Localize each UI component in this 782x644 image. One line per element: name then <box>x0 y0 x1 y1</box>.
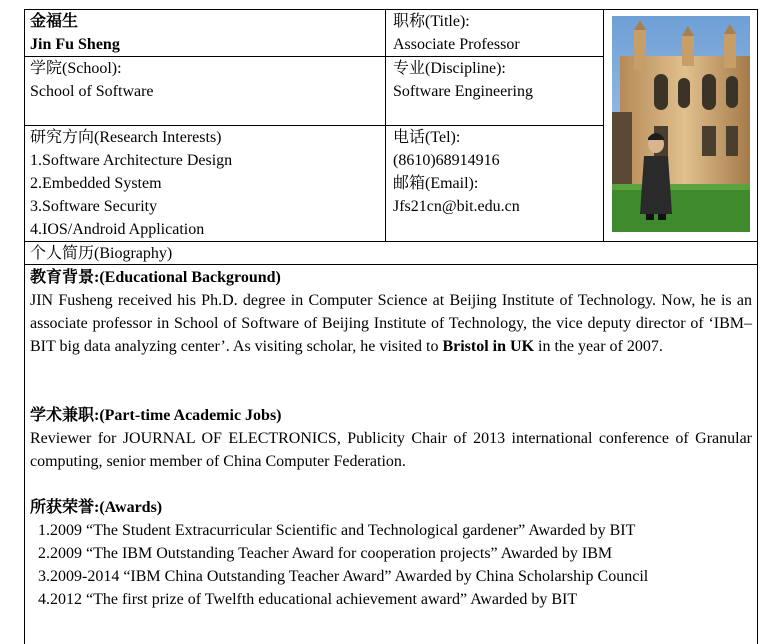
tel-value: (8610)68914916 <box>393 152 500 169</box>
research-item: 3.Software Security <box>30 198 158 215</box>
research-item: 2.Embedded System <box>30 175 162 192</box>
school-value: School of Software <box>30 83 154 100</box>
award-item: 4.2012 “The first prize of Twelfth educational achievement award” Awarded by BIT <box>38 591 578 608</box>
table-border-left <box>24 9 25 644</box>
awards-heading: 所获荣誉:(Awards) <box>30 499 163 516</box>
email-value: Jfs21cn@bit.edu.cn <box>393 198 520 215</box>
discipline-value: Software Engineering <box>393 83 533 100</box>
research-item: 4.IOS/Android Application <box>30 221 205 238</box>
title-label: 职称(Title): <box>393 13 470 30</box>
biography-label: 个人简历(Biography) <box>30 245 173 262</box>
education-text: JIN Fusheng received his Ph.D. degree in Computer Science at Beijing Institute of Technology. Now, he is an associate professor in School of Software of Beijing Institute of Technology, the vice deputy director of ‘IBM–BIT big data analyzing center’. As visiting scholar, he visited to Bristol in UK in the year of 2007. <box>30 292 752 355</box>
tel-label: 电话(Tel): <box>393 129 461 146</box>
jobs-heading: 学术兼职:(Part-time Academic Jobs) <box>30 407 282 424</box>
award-item: 1.2009 “The Student Extracurricular Scientific and Technological gardener” Awarded by BIT <box>38 522 636 539</box>
name-english: Jin Fu Sheng <box>30 36 120 53</box>
table-border-right <box>757 9 758 644</box>
table-border-top <box>24 9 758 10</box>
jobs-text: Reviewer for JOURNAL OF ELECTRONICS, Publicity Chair of 2013 international conference of Granular computing, senior member of China Computer Federation. <box>30 430 752 470</box>
award-item: 2.2009 “The IBM Outstanding Teacher Award for cooperation projects” Awarded by IBM <box>38 545 613 562</box>
title-value: Associate Professor <box>393 36 520 53</box>
research-label: 研究方向(Research Interests) <box>30 129 222 146</box>
research-item: 1.Software Architecture Design <box>30 152 233 169</box>
education-heading: 教育背景:(Educational Background) <box>30 269 281 286</box>
award-item: 3.2009-2014 “IBM China Outstanding Teacher Award” Awarded by China Scholarship Council <box>38 568 649 585</box>
email-label: 邮箱(Email): <box>393 175 479 192</box>
profile-photo <box>612 16 750 232</box>
school-label: 学院(School): <box>30 60 122 77</box>
discipline-label: 专业(Discipline): <box>393 60 506 77</box>
name-chinese: 金福生 <box>30 13 79 30</box>
